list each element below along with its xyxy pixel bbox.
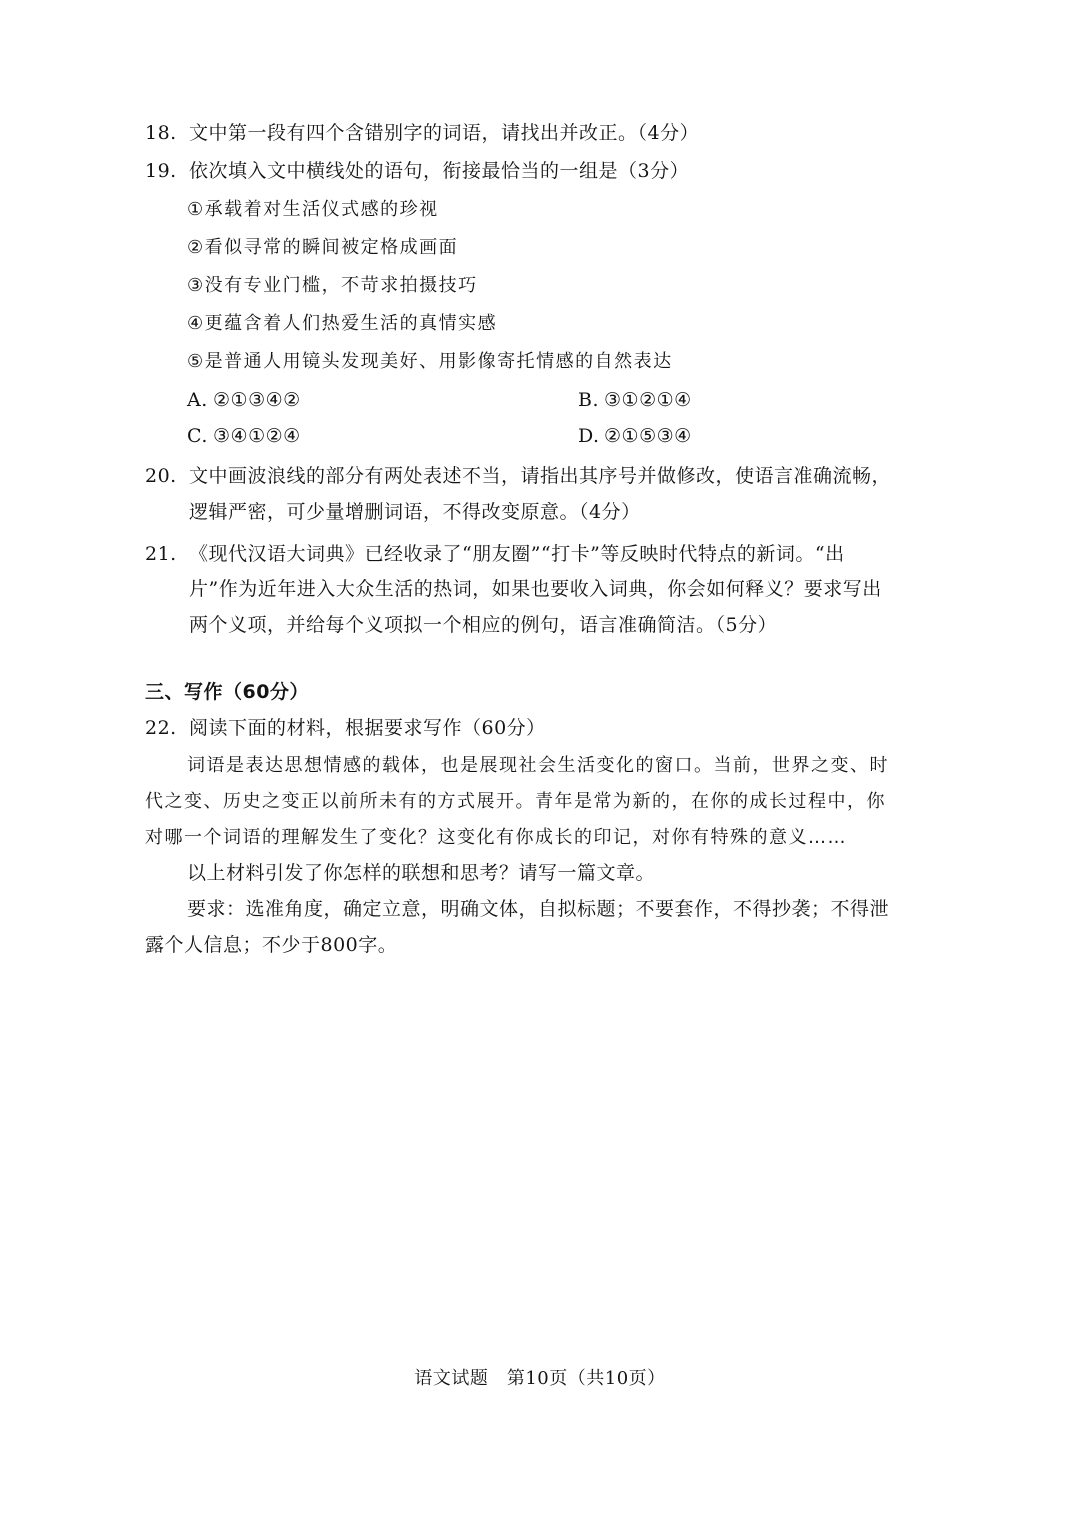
option-a (187, 387, 301, 413)
option-value: ③①②①④ (604, 389, 692, 411)
question-number: 22. (145, 717, 177, 739)
sentence-item: ②看似寻常的瞬间被定格成画面 (187, 237, 459, 258)
sentence-item: ①承载着对生活仪式感的珍视 (187, 199, 439, 220)
sentence-item: ⑤是普通人用镜头发现美好、用影像寄托情感的自然表达 (187, 351, 673, 372)
question-text: 文中第一段有四个含错别字的词语，请找出并改正。（4分） (189, 122, 700, 144)
question-20 (145, 463, 891, 489)
option-b (578, 387, 692, 413)
option-d (578, 423, 692, 449)
question-text: 依次填入文中横线处的语句，衔接最恰当的一组是（3分） (189, 160, 690, 182)
question-19 (145, 158, 689, 184)
option-label: B. (578, 389, 600, 411)
material-line: 对哪一个词语的理解发生了变化？这变化有你成长的印记，对你有特殊的意义…… (145, 827, 847, 848)
option-label: A. (187, 389, 208, 411)
question-22 (145, 715, 546, 741)
option-label: D. (578, 425, 600, 447)
question-number: 18. (145, 122, 177, 144)
sentence-item: ③没有专业门槛，不苛求拍摄技巧 (187, 275, 478, 296)
question-number: 19. (145, 160, 177, 182)
requirements-line: 露个人信息；不少于800字。 (145, 934, 398, 956)
material-line: 词语是表达思想情感的载体，也是展现社会生活变化的窗口。当前，世界之变、时 (187, 755, 889, 776)
option-c (187, 423, 301, 449)
question-number: 21. (145, 543, 177, 565)
option-value: ②①⑤③④ (604, 425, 692, 447)
question-text-line: 两个义项，并给每个义项拟一个相应的例句，语言准确简洁。（5分） (189, 614, 778, 636)
material-line: 代之变、历史之变正以前所未有的方式展开。青年是常为新的，在你的成长过程中，你 (145, 791, 886, 812)
section-heading: 三、写作（60分） (145, 681, 309, 703)
option-label: C. (187, 425, 208, 447)
question-text-line: 《现代汉语大词典》已经收录了“朋友圈”“打卡”等反映时代特点的新词。“出 (189, 543, 845, 565)
sentence-item: ④更蕴含着人们热爱生活的真情实感 (187, 313, 498, 334)
question-text-line: 片”作为近年进入大众生活的热词，如果也要收入词典，你会如何释义？要求写出 (189, 578, 882, 600)
question-18 (145, 120, 699, 146)
question-number: 20. (145, 465, 177, 487)
option-value: ②①③④② (213, 389, 301, 411)
requirements-line: 要求：选准角度，确定立意，明确文体，自拟标题；不要套作，不得抄袭；不得泄 (187, 898, 890, 920)
question-text: 阅读下面的材料，根据要求写作（60分） (189, 717, 546, 739)
question-21 (145, 541, 845, 567)
question-text-line: 文中画波浪线的部分有两处表述不当，请指出其序号并做修改，使语言准确流畅， (189, 465, 892, 487)
question-text-line: 逻辑严密，可少量增删词语，不得改变原意。（4分） (189, 501, 641, 523)
page-footer: 语文试题 第10页（共10页） (414, 1368, 666, 1389)
option-value: ③④①②④ (213, 425, 301, 447)
writing-prompt: 以上材料引发了你怎样的联想和思考？请写一篇文章。 (187, 862, 656, 884)
